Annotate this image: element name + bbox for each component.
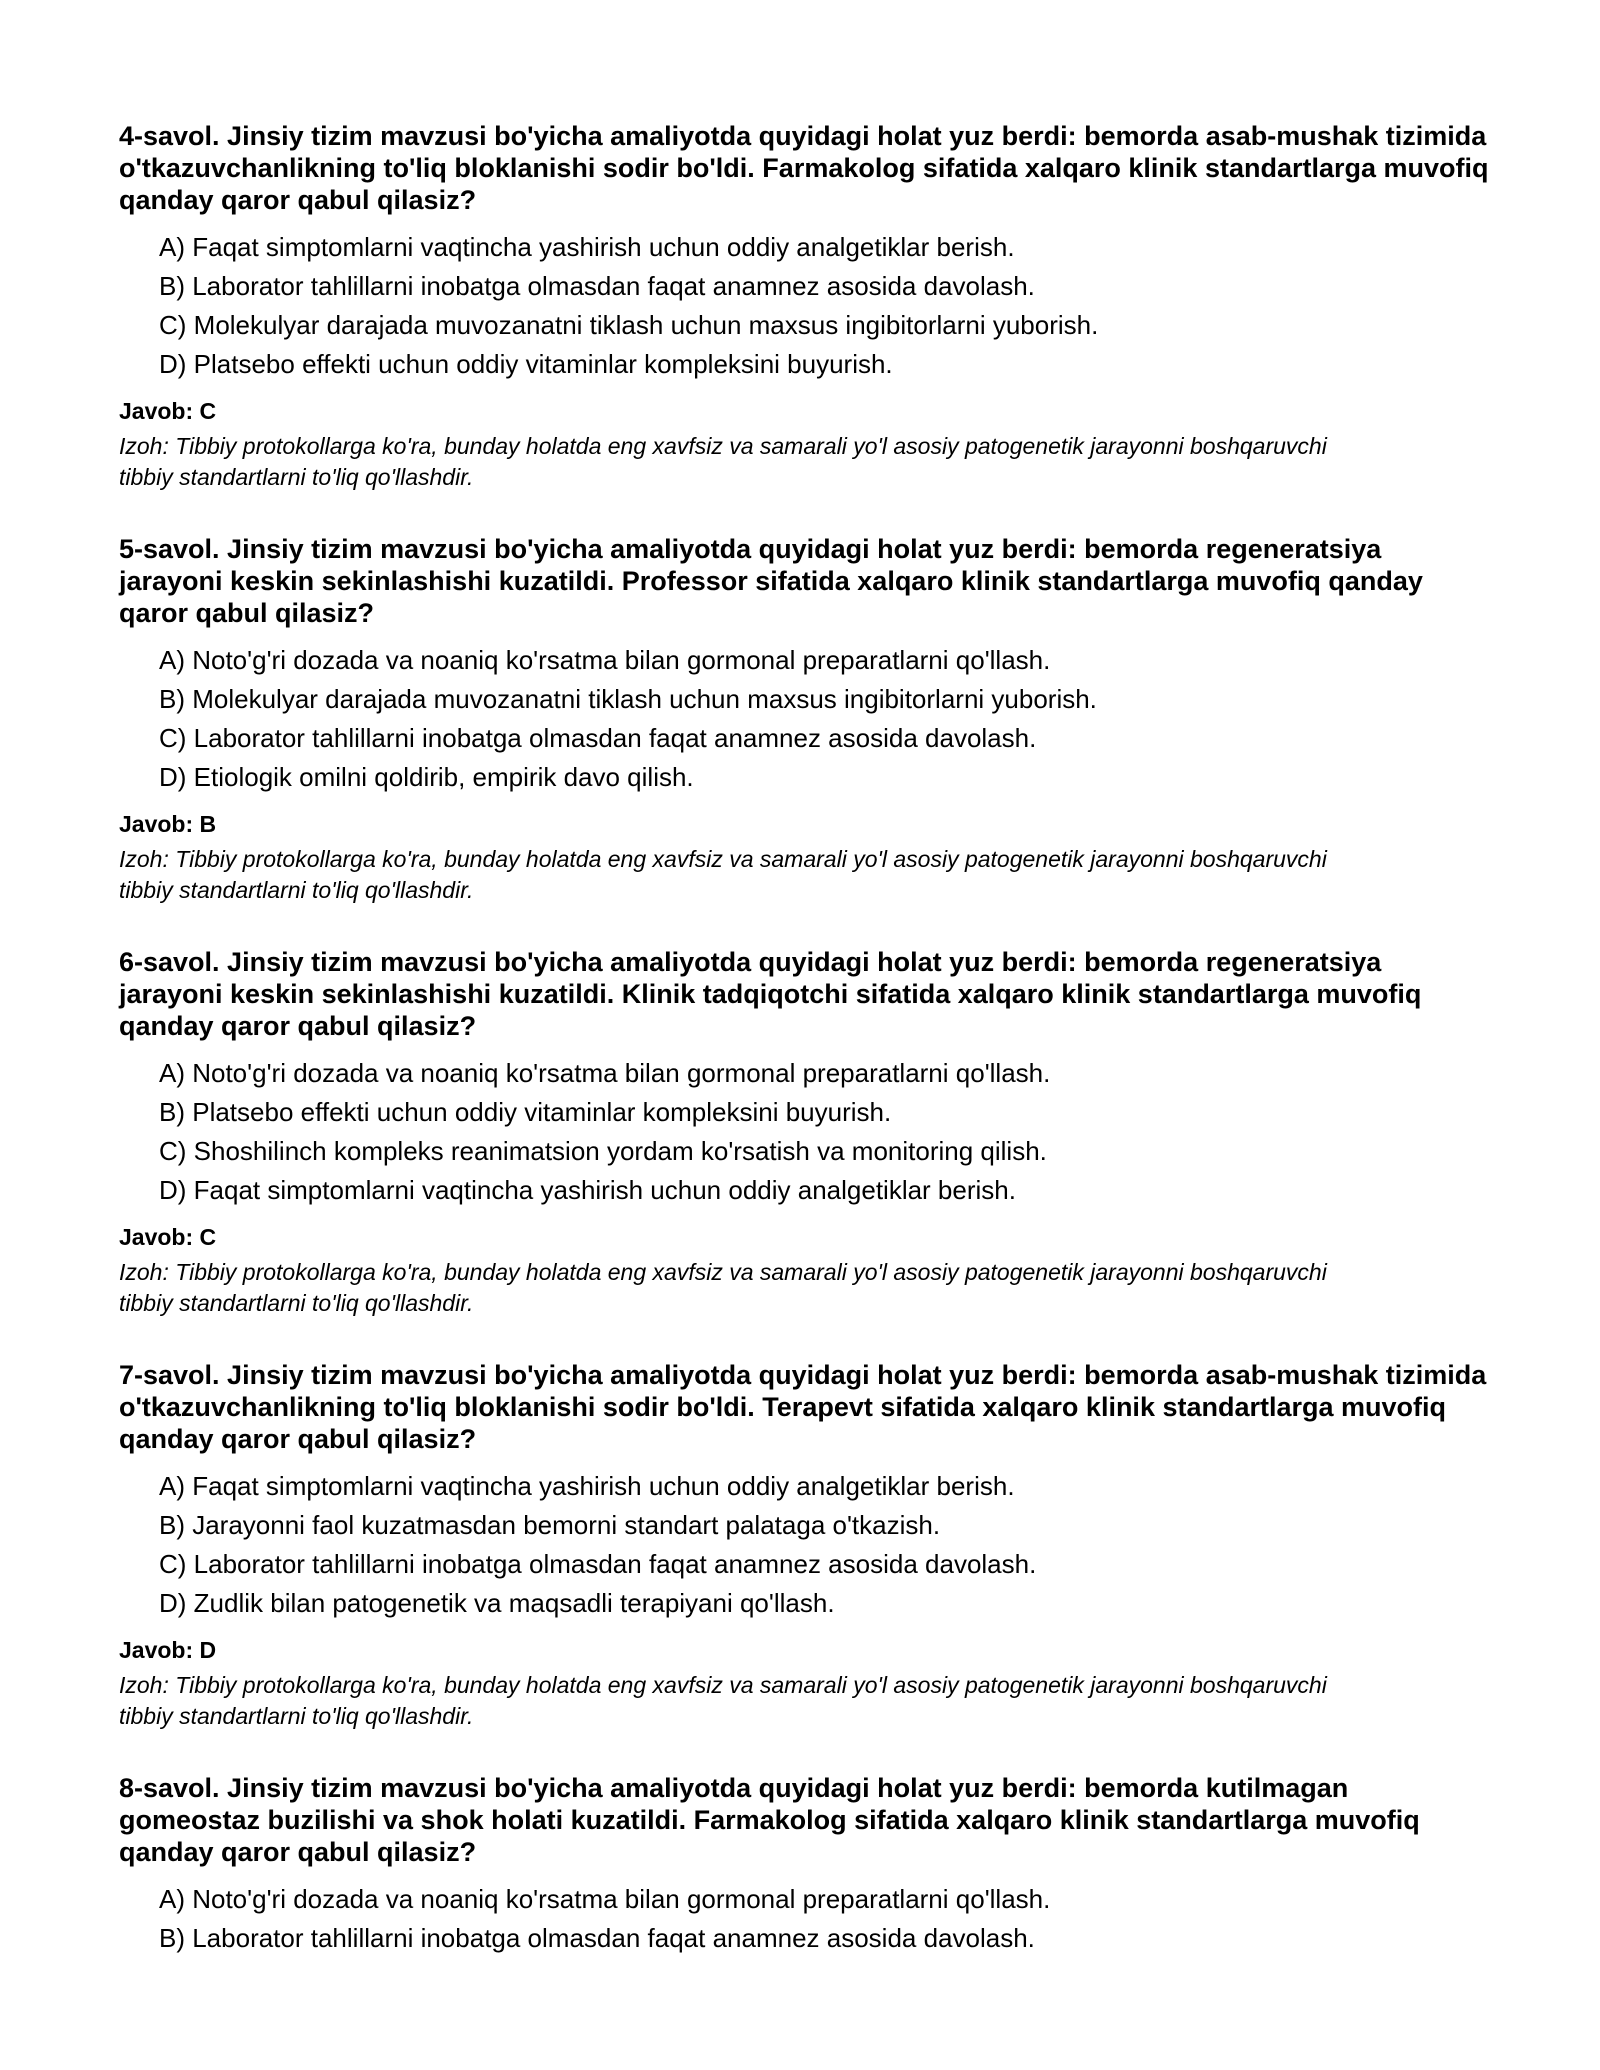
explanation-note: Izoh: Tibbiy protokollarga ko'ra, bunday holatda eng xavfsiz va samarali yo'l asosiy patogenetik jarayonni boshqaruvchi tibbiy standartlarni to'liq qo'llashdir. bbox=[119, 1672, 1327, 1729]
answer-line: Javob: B bbox=[119, 811, 217, 837]
question-title: 4-savol. Jinsiy tizim mavzusi bo'yicha amaliyotda quyidagi holat yuz berdi: bemorda asab-mushak tizimida o'tkazuvchanlikning to'liq bloklanishi sodir bo'ldi. Farmakolog sifatida xalqaro klinik standartlarga muvofiq qanday qaror qabul qilasiz? bbox=[119, 121, 1489, 215]
options-list bbox=[119, 1467, 1489, 1623]
option-b: B) Molekulyar darajada muvozanatni tiklash uchun maxsus ingibitorlarni yuborish. bbox=[159, 684, 1097, 714]
option-d: D) Faqat simptomlarni vaqtincha yashirish uchun oddiy analgetiklar berish. bbox=[159, 1175, 1016, 1205]
option-a: A) Faqat simptomlarni vaqtincha yashirish uchun oddiy analgetiklar berish. bbox=[159, 232, 1015, 262]
options-list bbox=[119, 641, 1489, 797]
option-c: C) Laborator tahlillarni inobatga olmasdan faqat anamnez asosida davolash. bbox=[159, 1549, 1037, 1579]
explanation-note: Izoh: Tibbiy protokollarga ko'ra, bunday holatda eng xavfsiz va samarali yo'l asosiy patogenetik jarayonni boshqaruvchi tibbiy standartlarni to'liq qo'llashdir. bbox=[119, 1259, 1327, 1316]
question-block bbox=[119, 120, 1489, 493]
answer-line: Javob: C bbox=[119, 398, 217, 424]
option-d: D) Platsebo effekti uchun oddiy vitaminlar kompleksini buyurish. bbox=[159, 349, 893, 379]
option-a: A) Noto'g'ri dozada va noaniq ko'rsatma bilan gormonal preparatlarni qo'llash. bbox=[159, 1884, 1051, 1914]
answer-line: Javob: C bbox=[119, 1224, 217, 1250]
question-title: 5-savol. Jinsiy tizim mavzusi bo'yicha amaliyotda quyidagi holat yuz berdi: bemorda regeneratsiya jarayoni keskin sekinlashishi kuzatildi. Professor sifatida xalqaro klinik standartlarga muvofiq qanday qaror qabul qilasiz? bbox=[119, 534, 1423, 628]
options-list bbox=[119, 1880, 1489, 1958]
question-title: 6-savol. Jinsiy tizim mavzusi bo'yicha amaliyotda quyidagi holat yuz berdi: bemorda regeneratsiya jarayoni keskin sekinlashishi kuzatildi. Klinik tadqiqotchi sifatida xalqaro klinik standartlarga muvofiq qanday qaror qabul qilasiz? bbox=[119, 947, 1422, 1041]
option-a: A) Faqat simptomlarni vaqtincha yashirish uchun oddiy analgetiklar berish. bbox=[159, 1471, 1015, 1501]
document-page bbox=[119, 120, 1489, 1998]
explanation-note: Izoh: Tibbiy protokollarga ko'ra, bunday holatda eng xavfsiz va samarali yo'l asosiy patogenetik jarayonni boshqaruvchi tibbiy standartlarni to'liq qo'llashdir. bbox=[119, 433, 1327, 490]
options-list bbox=[119, 1054, 1489, 1210]
question-block bbox=[119, 1772, 1489, 1958]
option-c: C) Molekulyar darajada muvozanatni tiklash uchun maxsus ingibitorlarni yuborish. bbox=[159, 310, 1099, 340]
option-b: B) Jarayonni faol kuzatmasdan bemorni standart palataga o'tkazish. bbox=[159, 1510, 941, 1540]
question-title: 7-savol. Jinsiy tizim mavzusi bo'yicha amaliyotda quyidagi holat yuz berdi: bemorda asab-mushak tizimida o'tkazuvchanlikning to'liq bloklanishi sodir bo'ldi. Terapevt sifatida xalqaro klinik standartlarga muvofiq qanday qaror qabul qilasiz? bbox=[119, 1360, 1487, 1454]
option-a: A) Noto'g'ri dozada va noaniq ko'rsatma bilan gormonal preparatlarni qo'llash. bbox=[159, 1058, 1051, 1088]
question-block bbox=[119, 533, 1489, 906]
option-c: C) Shoshilinch kompleks reanimatsion yordam ko'rsatish va monitoring qilish. bbox=[159, 1136, 1047, 1166]
question-block bbox=[119, 946, 1489, 1319]
option-c: C) Laborator tahlillarni inobatga olmasdan faqat anamnez asosida davolash. bbox=[159, 723, 1037, 753]
answer-line: Javob: D bbox=[119, 1637, 217, 1663]
option-a: A) Noto'g'ri dozada va noaniq ko'rsatma bilan gormonal preparatlarni qo'llash. bbox=[159, 645, 1051, 675]
option-b: B) Laborator tahlillarni inobatga olmasdan faqat anamnez asosida davolash. bbox=[159, 1923, 1035, 1953]
option-b: B) Laborator tahlillarni inobatga olmasdan faqat anamnez asosida davolash. bbox=[159, 271, 1035, 301]
question-block bbox=[119, 1359, 1489, 1732]
option-b: B) Platsebo effekti uchun oddiy vitaminlar kompleksini buyurish. bbox=[159, 1097, 892, 1127]
option-d: D) Etiologik omilni qoldirib, empirik davo qilish. bbox=[159, 762, 694, 792]
options-list bbox=[119, 228, 1489, 384]
question-title: 8-savol. Jinsiy tizim mavzusi bo'yicha amaliyotda quyidagi holat yuz berdi: bemorda kutilmagan gomeostaz buzilishi va shok holati kuzatildi. Farmakolog sifatida xalqaro klinik standartlarga muvofiq qanday qaror qabul qilasiz? bbox=[119, 1773, 1420, 1867]
explanation-note: Izoh: Tibbiy protokollarga ko'ra, bunday holatda eng xavfsiz va samarali yo'l asosiy patogenetik jarayonni boshqaruvchi tibbiy standartlarni to'liq qo'llashdir. bbox=[119, 846, 1327, 903]
option-d: D) Zudlik bilan patogenetik va maqsadli terapiyani qo'llash. bbox=[159, 1588, 835, 1618]
